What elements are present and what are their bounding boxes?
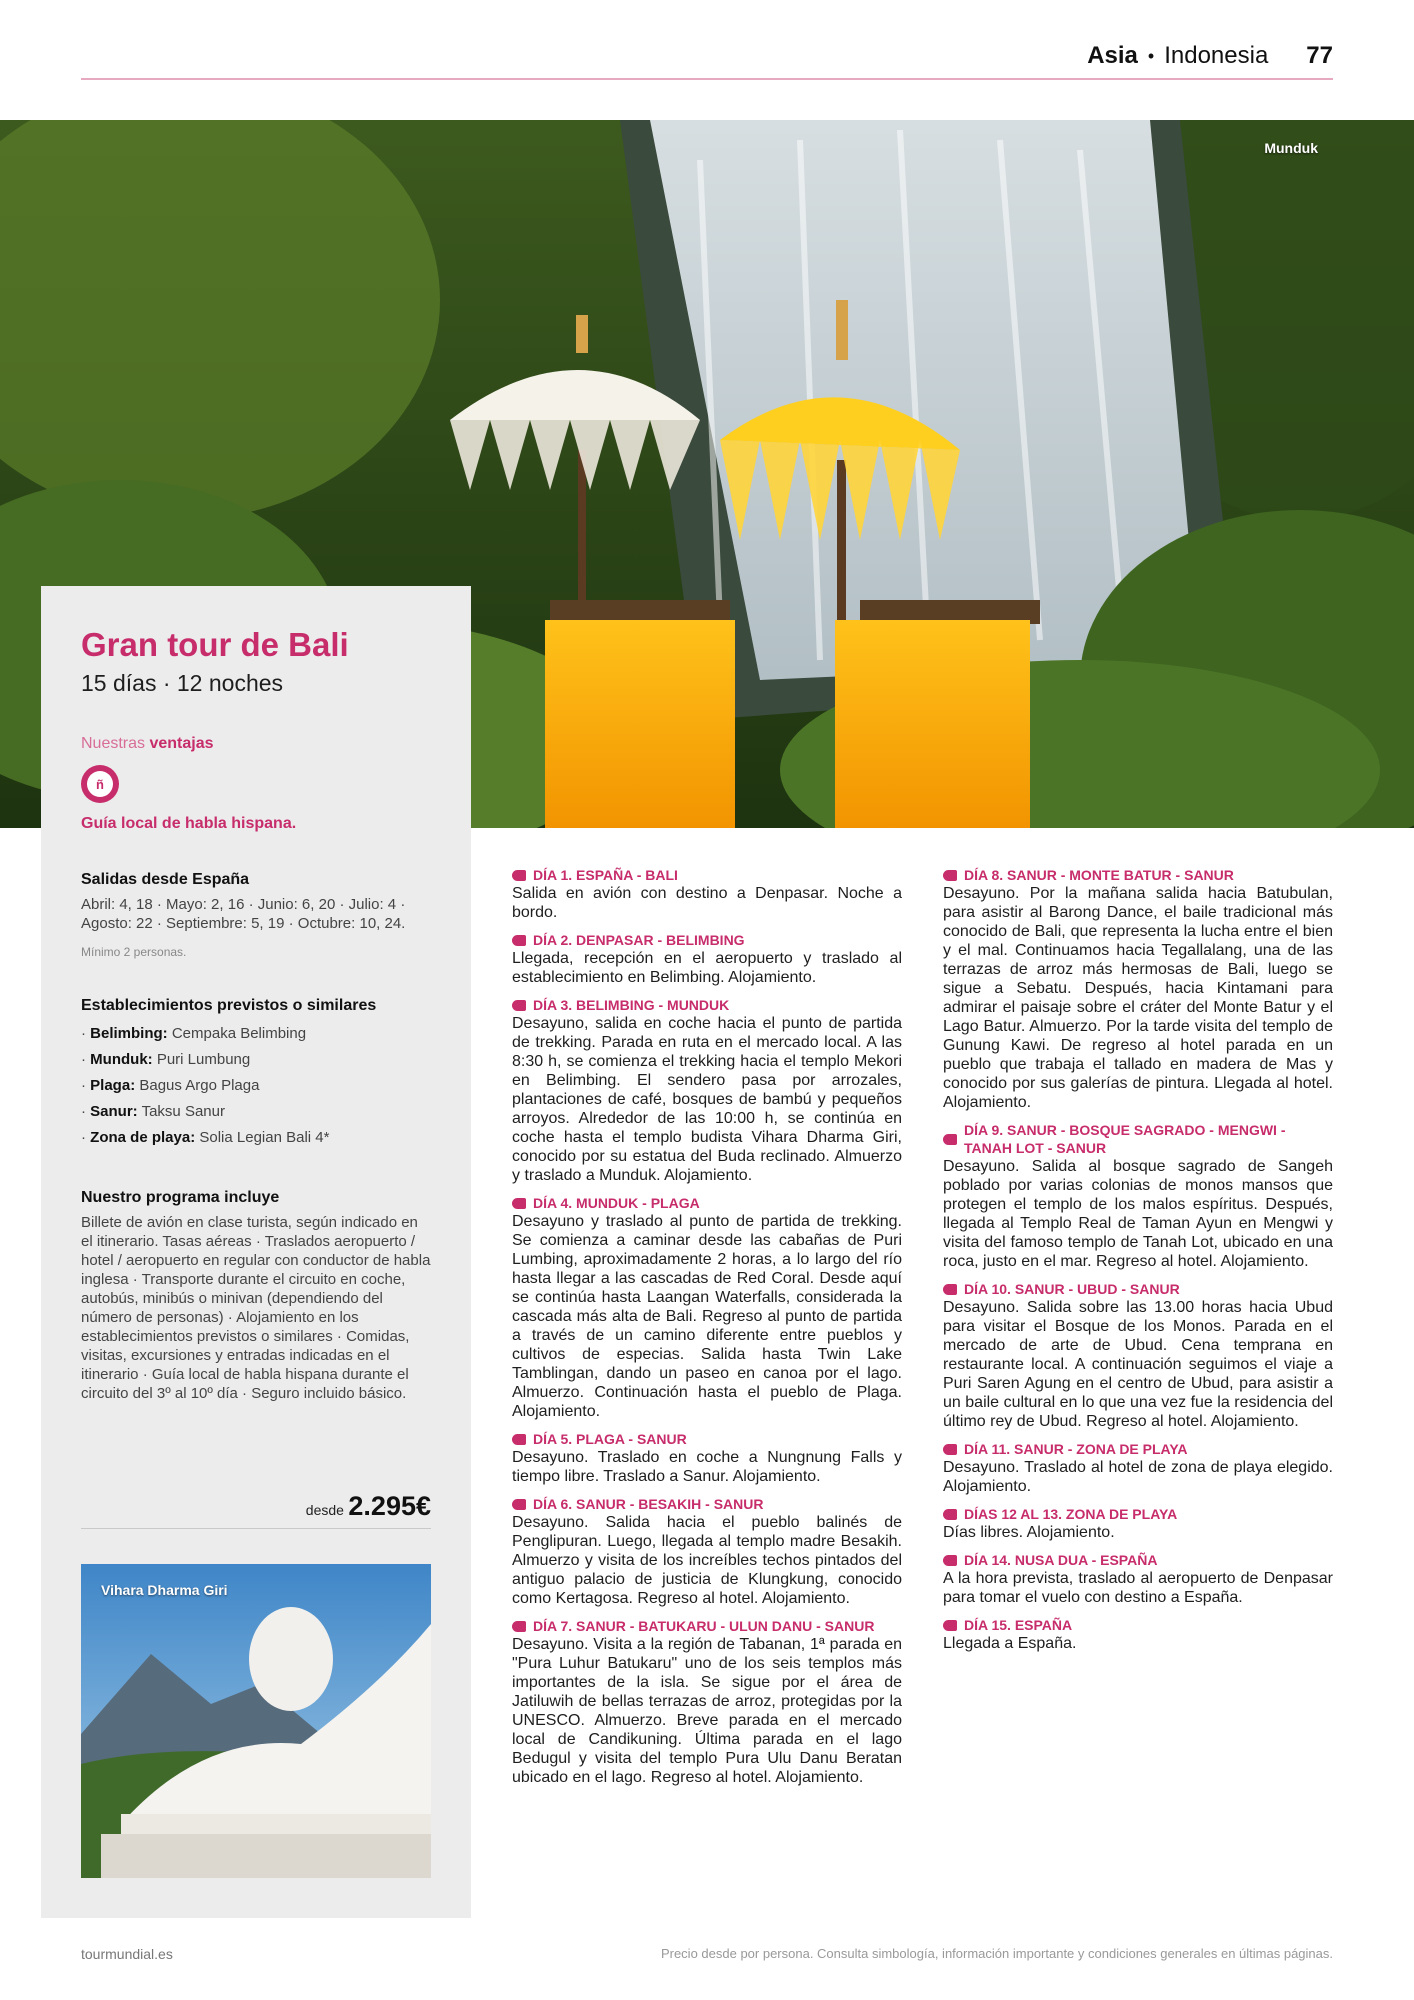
day-heading — [512, 1617, 902, 1635]
departures-heading: Salidas desde España — [81, 871, 250, 888]
footer-site-link[interactable]: tourmundial.es — [81, 1946, 173, 1962]
hotel-place: Zona de playa: — [90, 1129, 196, 1146]
price-amount: 2.295€ — [348, 1491, 431, 1521]
day-tag-icon — [512, 1499, 526, 1510]
day-title: DÍA 4. MUNDUK - PLAGA — [533, 1195, 700, 1211]
day-text: A la hora prevista, traslado al aeropuerto de Denpasar para tomar el vuelo con destino a España. — [943, 1570, 1333, 1606]
day-tag-icon — [512, 1000, 526, 1011]
day-heading — [943, 1121, 1333, 1157]
day-entry — [943, 1280, 1333, 1431]
day-heading — [512, 1194, 902, 1212]
page-header — [81, 40, 1333, 80]
price-row — [81, 1491, 431, 1529]
day-tag-icon — [943, 1620, 957, 1631]
price-from-label: desde — [305, 1502, 344, 1518]
itinerary-column-2 — [943, 866, 1333, 1662]
hotel-place: Munduk: — [90, 1051, 153, 1068]
day-title: DÍA 1. ESPAÑA - BALI — [533, 867, 678, 883]
hotel-name: Puri Lumbung — [156, 1051, 251, 1068]
day-title: DÍAS 12 AL 13. ZONA DE PLAYA — [964, 1506, 1178, 1522]
day-entry — [512, 866, 902, 922]
day-entry — [943, 1551, 1333, 1607]
day-text: Llegada, recepción en el aeropuerto y traslado al establecimiento en Belimbing. Alojamiento. — [512, 950, 902, 986]
day-entry — [512, 1617, 902, 1787]
buddha-photo — [81, 1564, 431, 1878]
hotel-name: Cempaka Belimbing — [171, 1025, 307, 1042]
day-heading — [943, 1440, 1333, 1458]
advantage-text: Guía local de habla hispana. — [81, 815, 297, 832]
day-entry — [943, 866, 1333, 1112]
day-title: DÍA 9. SANUR - BOSQUE SAGRADO - MENGWI - TANAH LOT - SANUR — [964, 1122, 1286, 1156]
day-entry — [512, 1430, 902, 1486]
hotel-item: · Munduk: Puri Lumbung — [81, 1051, 251, 1068]
day-tag-icon — [512, 935, 526, 946]
hotels-list — [81, 1021, 431, 1151]
hotel-item: · Sanur: Taksu Sanur — [81, 1103, 225, 1120]
spanish-guide-icon-glyph: ñ — [87, 771, 113, 797]
day-text: Desayuno y traslado al punto de partida de trekking. Se comienza a caminar desde las cabañas de Puri Lumbing, aproximadamente 2 horas, a lo largo del río hasta llegar a las cascadas de Red Coral. Desde aquí se continúa hasta Laangan Waterfalls, considerada la cascada más alta de Bali. Regreso al punto de partida a través de un camino diferente entre pueblos y cultivos de especias. Salida hasta Twin Lake Tamblingan, dando un paseo en canoa por el lago. Almuerzo. Continuación hasta el pueblo de Plaga. Alojamiento. — [512, 1213, 902, 1420]
departures-dates: Abril: 4, 18 · Mayo: 2, 16 · Junio: 6, 20 · Julio: 4 · Agosto: 22 · Septiembre: 5, 19 · Octubre: 10, 24. — [81, 896, 406, 932]
day-tag-icon — [943, 870, 957, 881]
day-title: DÍA 7. SANUR - BATUKARU - ULUN DANU - SANUR — [533, 1618, 875, 1634]
day-entry — [943, 1440, 1333, 1496]
day-title: DÍA 8. SANUR - MONTE BATUR - SANUR — [964, 867, 1234, 883]
day-tag-icon — [512, 1621, 526, 1632]
page-number: 77 — [1306, 42, 1333, 69]
day-heading — [943, 1280, 1333, 1298]
day-tag-icon — [512, 870, 526, 881]
day-tag-icon — [512, 1198, 526, 1209]
region-label: Asia — [1087, 42, 1138, 69]
day-heading — [512, 996, 902, 1014]
hotel-place: Sanur: — [90, 1103, 138, 1120]
tour-summary-panel — [41, 586, 471, 1918]
day-tag-icon — [943, 1509, 957, 1520]
hotel-name: Bagus Argo Plaga — [139, 1077, 260, 1094]
day-tag-icon — [943, 1134, 957, 1145]
day-entry — [943, 1616, 1333, 1653]
hotel-place: Plaga: — [90, 1077, 136, 1094]
tour-duration: 15 días · 12 noches — [81, 670, 284, 696]
day-entry — [512, 1495, 902, 1608]
country-label: Indonesia — [1164, 42, 1269, 69]
day-text: Salida en avión con destino a Denpasar. Noche a bordo. — [512, 885, 902, 921]
buddha-caption: Vihara Dharma Giri — [101, 1582, 228, 1598]
day-heading — [512, 1495, 902, 1513]
day-text: Desayuno. Visita a la región de Tabanan, 1ª parada en "Pura Luhur Batukaru" uno de los seis templos más importantes de la isla. Se sigue por el área de Jatiluwih de bellas terrazas de arroz, protegidas por la UNESCO. Almuerzo. Breve parada en el mercado local de Candikuning. Última parada en el lago Bedugul y visita del templo Pura Ulu Danu Beratan ubicado en el lago. Regreso al hotel. Alojamiento. — [512, 1636, 902, 1786]
day-text: Desayuno. Traslado en coche a Nungnung Falls y tiempo libre. Traslado a Sanur. Alojamiento. — [512, 1449, 902, 1485]
day-heading — [943, 1505, 1333, 1523]
includes-heading: Nuestro programa incluye — [81, 1189, 280, 1206]
day-text: Desayuno, salida en coche hacia el punto de partida de trekking. Parada en ruta en el mercado local. A las 8:30 h, se comienza el trekking hacia el templo Mekori en Belimbing. El sendero pasa por arrozales, plantaciones de café, bosques de bambú y pequeños arroyos. Alrededor de las 10:00 h, se continúa en coche hasta el templo budista Vihara Dharma Giri, conocido por su estatua del Buda reclinado. Almuerzo y traslado a Munduk. Alojamiento. — [512, 1015, 902, 1184]
day-tag-icon — [943, 1555, 957, 1566]
reclining-buddha-illustration — [81, 1564, 431, 1878]
day-title: DÍA 14. NUSA DUA - ESPAÑA — [964, 1552, 1158, 1568]
day-heading — [943, 1616, 1333, 1634]
day-text: Desayuno. Por la mañana salida hacia Batubulan, para asistir al Barong Dance, el baile tradicional más conocido de Bali, que representa la lucha entre el bien y el mal. Continuamos hacia Tegallalang, una de las terrazas de arroz más hermosas de Bali, luego se sigue a Sebatu. Después, hacia Kintamani para admirar el paisaje sobre el cráter del Monte Batur y el Lago Batur. Almuerzo. Por la tarde visita del templo de Gunung Kawi. De regreso al hotel parada en un pueblo que trabaja el tallado en madera de Mas y conocido por sus galerías de pintura. Llegada al hotel. Alojamiento. — [943, 885, 1333, 1111]
day-text: Días libres. Alojamiento. — [943, 1524, 1115, 1541]
day-text: Desayuno. Traslado al hotel de zona de playa elegido. Alojamiento. — [943, 1459, 1333, 1495]
hotels-heading: Establecimientos previstos o similares — [81, 997, 377, 1014]
advantages-heading — [81, 735, 431, 753]
day-title: DÍA 5. PLAGA - SANUR — [533, 1431, 687, 1447]
advantages-prefix: Nuestras — [81, 735, 146, 752]
day-entry — [512, 1194, 902, 1421]
day-heading — [512, 931, 902, 949]
day-title: DÍA 15. ESPAÑA — [964, 1617, 1073, 1633]
day-title: DÍA 2. DENPASAR - BELIMBING — [533, 932, 745, 948]
footer-disclaimer: Precio desde por persona. Consulta simbología, información importante y condiciones generales en últimas páginas. — [660, 1946, 1333, 1961]
day-title: DÍA 10. SANUR - UBUD - SANUR — [964, 1281, 1180, 1297]
tour-title: Gran tour de Bali — [81, 626, 349, 663]
spanish-guide-icon — [81, 765, 119, 803]
day-text: Desayuno. Salida sobre las 13.00 horas hacia Ubud para visitar el Bosque de los Monos. Parada en el mercado de arte de Ubud. Cena temprana en restaurante local. A continuación seguimos el viaje a Puri Saren Agung en el centro de Ubud, para asistir a un baile cultural en lo que una vez fue la residencia del último rey de Ubud. Regreso al hotel. Alojamiento. — [943, 1299, 1333, 1430]
separator-dot: • — [1147, 45, 1155, 66]
minimum-note: Mínimo 2 personas. — [81, 945, 187, 959]
day-heading — [943, 866, 1333, 884]
day-tag-icon — [943, 1284, 957, 1295]
day-entry — [943, 1505, 1333, 1542]
hotel-item: · Belimbing: Cempaka Belimbing — [81, 1025, 307, 1042]
day-tag-icon — [512, 1434, 526, 1445]
day-heading — [512, 866, 902, 884]
day-title: DÍA 3. BELIMBING - MUNDUK — [533, 997, 730, 1013]
hotel-item: · Plaga: Bagus Argo Plaga — [81, 1077, 260, 1094]
day-text: Desayuno. Salida hacia el pueblo balinés de Penglipuran. Luego, llegada al templo madre Besakih. Almuerzo y visita de los increíbles techos pintados del antiguo palacio de justicia de Klungkung, conocido como Kertagosa. Regreso al hotel. Alojamiento. — [512, 1514, 902, 1607]
hotel-place: Belimbing: — [90, 1025, 168, 1042]
day-heading — [512, 1430, 902, 1448]
day-tag-icon — [943, 1444, 957, 1455]
day-title: DÍA 6. SANUR - BESAKIH - SANUR — [533, 1496, 764, 1512]
day-text: Desayuno. Salida al bosque sagrado de Sangeh poblado por varias colonias de monos mansos que protegen el templo de los malos espíritus. Después, llegada al Templo Real de Taman Ayun en Mengwi y visita del famoso templo de Tanah Lot, ubicado en una roca, justo en el mar. Regreso al hotel. Alojamiento. — [943, 1158, 1333, 1270]
hotel-item: · Zona de playa: Solia Legian Bali 4* — [81, 1129, 330, 1146]
includes-text: Billete de avión en clase turista, según indicado en el itinerario. Tasas aéreas · Traslados aeropuerto / hotel / aeropuerto en regular con conductor de habla inglesa · Transporte durante el circuito en coche, autobús, minibús o minivan (dependiendo del número de personas) · Alojamiento en los establecimientos previstos o similares · Comidas, visitas, excursiones y entradas indicadas en el itinerario · Guía local de habla hispana durante el circuito del 3º al 10º día · Seguro incluido básico. — [81, 1214, 431, 1402]
hotel-name: Solia Legian Bali 4* — [199, 1129, 330, 1146]
day-entry — [512, 931, 902, 987]
hero-caption: Munduk — [1264, 140, 1318, 156]
hotel-name: Taksu Sanur — [141, 1103, 225, 1120]
itinerary-column-1 — [512, 866, 902, 1796]
day-title: DÍA 11. SANUR - ZONA DE PLAYA — [964, 1441, 1188, 1457]
day-entry — [512, 996, 902, 1185]
day-text: Llegada a España. — [943, 1635, 1077, 1652]
advantages-word: ventajas — [149, 735, 214, 752]
day-entry — [943, 1121, 1333, 1271]
day-heading — [943, 1551, 1333, 1569]
